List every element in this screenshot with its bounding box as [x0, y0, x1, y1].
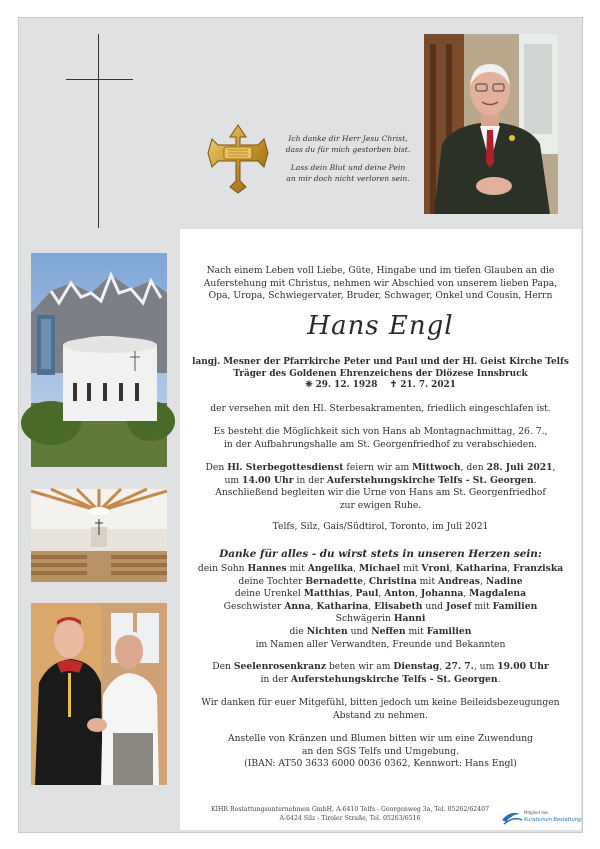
family-name: Magdalena [469, 588, 527, 600]
family-text: , [310, 600, 317, 612]
rosary-text-part: , [439, 661, 446, 672]
rosary-text-part: beten wir am [325, 661, 394, 672]
family-name: Andreas [437, 575, 480, 587]
family-text: , [449, 563, 456, 574]
family-text: dein Sohn [197, 563, 248, 574]
family-name: Nadine [485, 575, 523, 587]
rosary-text-part: Den [212, 661, 234, 672]
quote-line: Lass dein Blut und deine Pein [290, 163, 406, 172]
viewing-line: in der Aufbahrungshalle am St. Georgenfriedhof zu verabschieden. [223, 438, 538, 450]
family-name: Nichten [306, 625, 348, 637]
gold-emblem-icon [206, 123, 270, 195]
rosary-highlight: 19.00 Uhr [497, 661, 549, 672]
condolence-text [180, 697, 581, 722]
funeral-home-footer [180, 805, 520, 823]
family-text: Schwägerin [335, 613, 394, 625]
kuratorium-logo [500, 806, 582, 828]
portrait-photo [424, 34, 558, 214]
family-text: die [289, 625, 307, 637]
family-text: , [415, 588, 421, 600]
church-exterior-photo [31, 253, 167, 467]
family-text: mit [471, 600, 493, 612]
family-name: Paul [355, 588, 379, 600]
family-name: Anton [384, 588, 416, 600]
family-name: Hanni [393, 613, 426, 625]
cross-line-icon [98, 34, 99, 228]
family-text: , [349, 588, 356, 600]
mass-text [180, 462, 581, 512]
donation-line: an den SGS Telfs und Umgebung. [301, 745, 460, 757]
family-text: mit [416, 575, 438, 587]
family-text: , [507, 563, 514, 574]
family-text: mit [286, 563, 308, 574]
condolence-line: Wir danken für euer Mitgefühl, bitten jedoch um keine Beileidsbezeugungen [201, 697, 560, 708]
deceased-name: Hans Engl [307, 311, 454, 341]
family-name: Hannes [247, 563, 287, 574]
mass-text-part: um [224, 474, 243, 486]
mass-text-part: , [552, 462, 556, 473]
family-name: Michael [358, 563, 401, 574]
donation-line: Anstelle von Kränzen und Blumen bitten wir um eine Zuwendung [227, 733, 534, 744]
mass-line: Anschließend begleiten wir die Urne von Hans am St. Georgenfriedhof [215, 487, 546, 499]
family-name: Neffen [371, 625, 406, 637]
family-name: Angelika [307, 563, 354, 574]
family-text: deine Urenkel [234, 588, 304, 600]
logo-small-text: Mitglied des [524, 810, 549, 815]
family-name: Familien [426, 625, 472, 637]
mass-highlight: Hl. Sterbegottesdienst [227, 462, 344, 473]
rosary-text-part: . [497, 673, 501, 685]
family-list [180, 563, 581, 651]
bishop-photo [31, 603, 167, 785]
mass-highlight: Mittwoch [412, 462, 461, 473]
sacraments-text: der versehen mit den Hl. Sterbesakramenten, friedlich eingeschlafen ist. [210, 403, 551, 414]
viewing-line: Es besteht die Möglichkeit sich von Hans ab Montagnachmittag, 26. 7., [213, 426, 548, 437]
family-name: Familien [492, 600, 538, 612]
donation-line: (IBAN: AT50 3633 6000 0036 0362, Kennwort: Hans Engl) [244, 758, 517, 770]
mass-text-part: . [533, 474, 537, 486]
family-text: deine Tochter [238, 575, 306, 587]
mass-text-part: , den [460, 462, 487, 473]
church-interior-photo [31, 489, 167, 582]
rosary-highlight: Auferstehungskirche Telfs - St. Georgen [290, 673, 498, 685]
family-text: , [378, 588, 385, 600]
family-line: im Namen aller Verwandten, Freunde und Bekannten [255, 638, 506, 650]
cross-line-icon [66, 79, 133, 80]
quote-line: Ich danke dir Herr Jesu Christ, [288, 134, 408, 143]
mass-text-part: in der [293, 474, 327, 486]
rosary-text-part: , um [473, 661, 498, 672]
family-name: Anna [284, 600, 311, 612]
mass-text-part: Den [205, 462, 228, 473]
family-name: Katharina [455, 563, 508, 574]
family-text: , [363, 575, 369, 587]
rosary-highlight: 27. 7. [445, 661, 474, 672]
thanks-heading: Danke für alles - du wirst stets in unseren Herzen sein: [219, 548, 542, 560]
family-name: Franziska [513, 563, 564, 574]
birth-date: ❈ 29. 12. 1928 [305, 380, 378, 391]
mass-highlight: 28. Juli 2021 [486, 462, 553, 473]
family-text: , [353, 563, 359, 574]
family-name: Christina [368, 575, 417, 587]
family-text: mit [400, 563, 422, 574]
family-name: Bernadette [305, 575, 364, 587]
death-date: ✝ 21. 7. 2021 [389, 380, 456, 391]
family-text: , [368, 600, 375, 612]
role-line: Träger des Goldenen Ehrenzeichens der Diözese Innsbruck [233, 368, 528, 379]
rosary-highlight: Dienstag [393, 661, 440, 672]
intro-line: Auferstehung mit Christus, nehmen wir Abschied von unserem lieben Papa, [203, 277, 558, 289]
footer-line: A-6424 Silz - Tiroler Straße, Tel. 05263/6516 [279, 815, 421, 822]
family-text: und [347, 625, 372, 637]
family-name: Elisabeth [374, 600, 423, 612]
family-text: , [463, 588, 470, 600]
mass-highlight: 14.00 Uhr [242, 474, 294, 486]
family-text: , [479, 575, 486, 587]
prayer-quote [278, 134, 418, 192]
viewing-text [180, 426, 581, 451]
family-name: Matthias [303, 588, 350, 600]
family-text: Geschwister [223, 600, 285, 612]
place-date: Telfs, Silz, Gais/Südtirol, Toronto, im Juli 2021 [272, 521, 489, 532]
rosary-highlight: Seelenrosenkranz [233, 661, 326, 672]
family-name: Katharina [316, 600, 369, 612]
rosary-text [180, 661, 581, 686]
mass-text-part: feiern wir am [343, 462, 413, 473]
quote-line: dass du für mich gestorben bist. [285, 144, 411, 154]
family-name: Vroni [421, 563, 450, 574]
intro-line: Opa, Uropa, Schwiegervater, Bruder, Schwager, Onkel und Cousin, Herrn [208, 290, 553, 302]
role-line: langj. Mesner der Pfarrkirche Peter und Paul und der Hl. Geist Kirche Telfs [192, 357, 569, 367]
family-name: Josef [445, 600, 472, 612]
donation-text [180, 733, 581, 771]
family-text: mit [405, 625, 427, 637]
intro-text [180, 265, 581, 303]
role-text [180, 357, 581, 392]
mass-highlight: Auferstehungskirche Telfs - St. Georgen [326, 474, 534, 486]
family-name: Johanna [420, 588, 464, 600]
logo-main-text: Kuratorium Bestattung [524, 817, 582, 823]
footer-line: KIHR Bestattungsunternehmen GmbH, A-6410 Telfs - Georgenweg 3a, Tel. 05262/62407 [210, 806, 490, 813]
intro-line: Nach einem Leben voll Liebe, Güte, Hingabe und im tiefen Glauben an die [206, 265, 555, 276]
family-text: und [422, 600, 446, 612]
rosary-text-part: in der [260, 673, 291, 685]
quote-line: an mir doch nicht verloren sein. [286, 173, 410, 183]
condolence-line: Abstand zu nehmen. [332, 709, 429, 721]
mass-line: zur ewigen Ruhe. [339, 499, 422, 511]
